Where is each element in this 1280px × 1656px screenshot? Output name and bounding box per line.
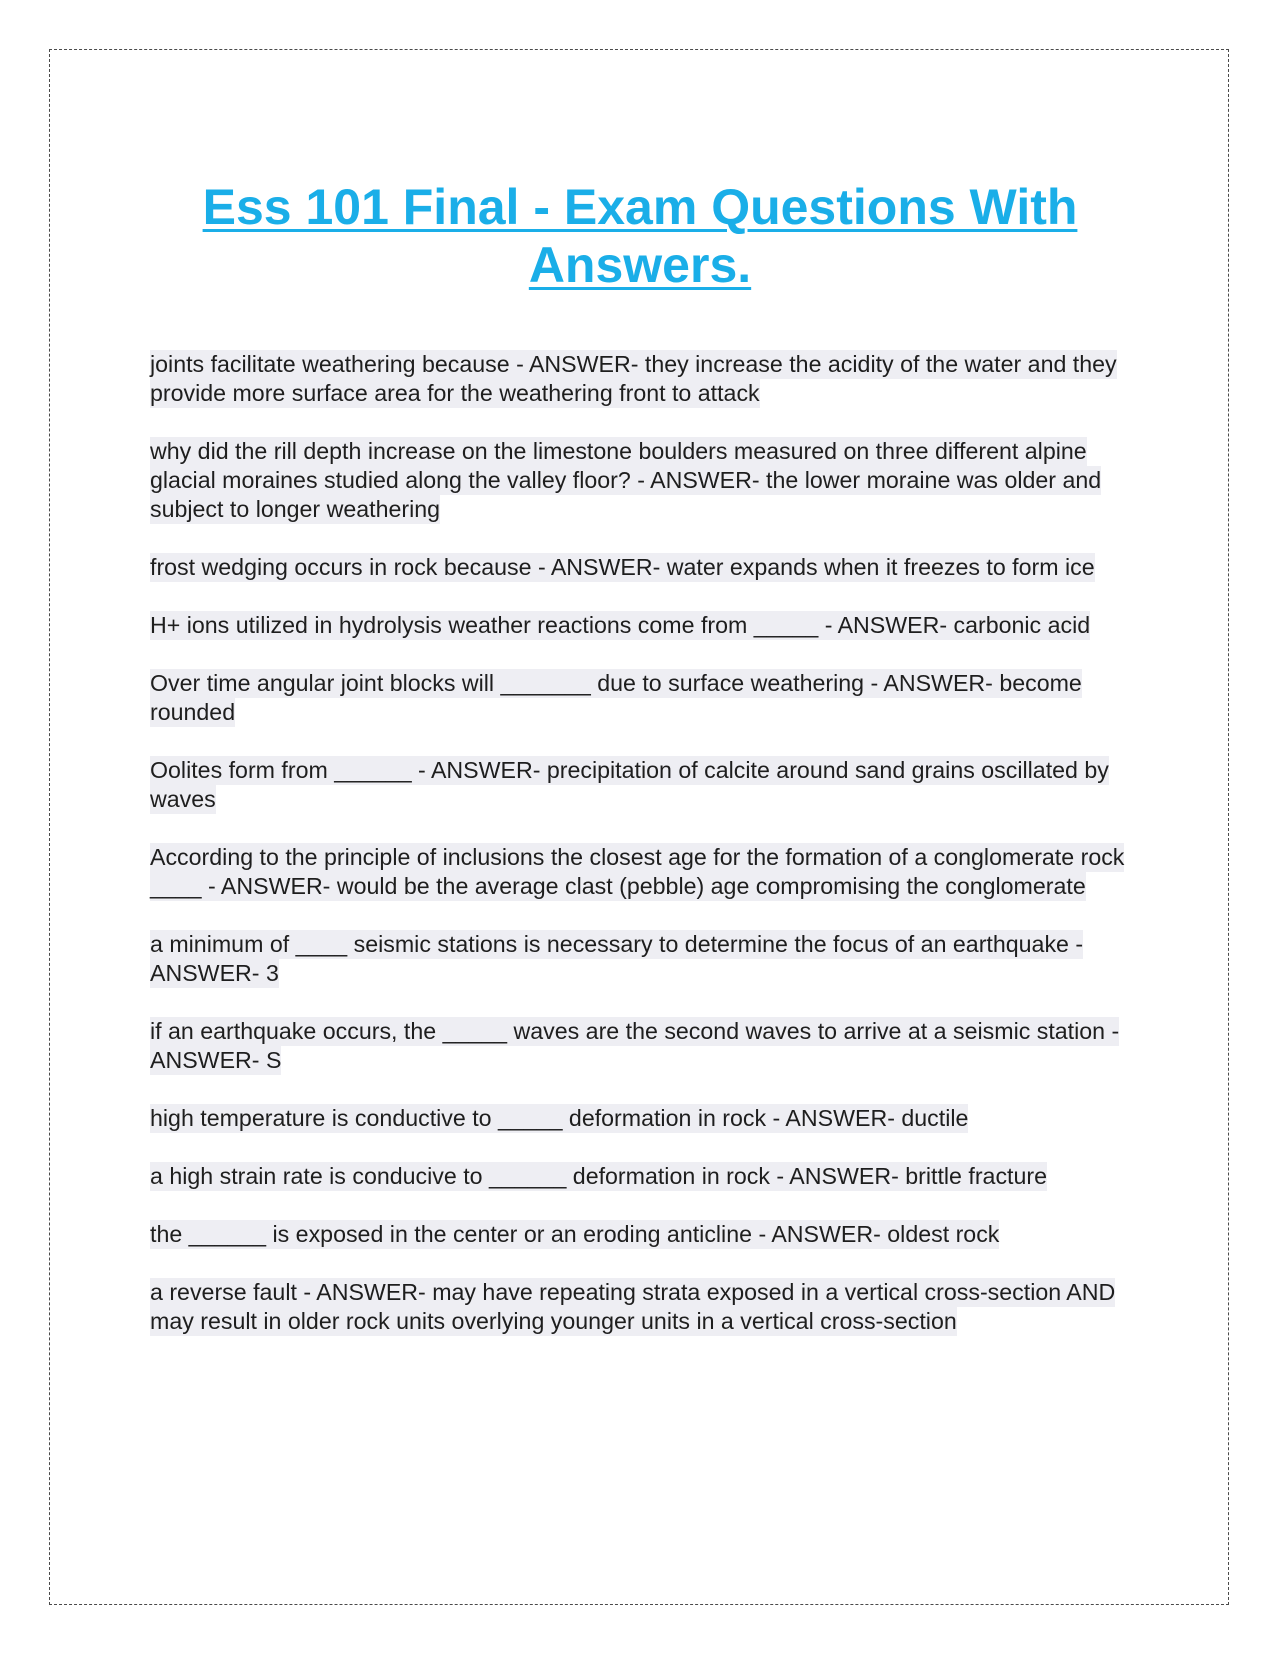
qa-item — [150, 1278, 1130, 1336]
qa-item — [150, 553, 1130, 582]
qa-text: the ______ is exposed in the center or an eroding anticline - ANSWER- oldest rock — [150, 1221, 1000, 1247]
qa-item — [150, 930, 1130, 988]
qa-text: a reverse fault - ANSWER- may have repeating strata exposed in a vertical cross-section AND may result in older rock units overlying younger units in a vertical cross-section — [150, 1279, 1116, 1334]
qa-text: joints facilitate weathering because - ANSWER- they increase the acidity of the water and they provide more surface area for the weathering front to attack — [150, 351, 1117, 406]
qa-item — [150, 1104, 1130, 1133]
qa-item — [150, 350, 1130, 408]
qa-item — [150, 1162, 1130, 1191]
qa-text: Oolites form from ______ - ANSWER- precipitation of calcite around sand grains oscillated by waves — [150, 757, 1109, 812]
qa-item — [150, 1220, 1130, 1249]
qa-text: frost wedging occurs in rock because - ANSWER- water expands when it freezes to form ice — [150, 554, 1095, 580]
qa-item — [150, 669, 1130, 727]
qa-text: Over time angular joint blocks will _______ due to surface weathering - ANSWER- become rounded — [150, 670, 1082, 725]
qa-text: why did the rill depth increase on the limestone boulders measured on three different alpine glacial moraines studied along the valley floor? - ANSWER- the lower moraine was older and subject to longer weathering — [150, 438, 1102, 522]
qa-text: a minimum of ____ seismic stations is necessary to determine the focus of an earthquake - ANSWER- 3 — [150, 931, 1084, 986]
qa-item — [150, 843, 1130, 901]
qa-text: high temperature is conductive to _____ deformation in rock - ANSWER- ductile — [150, 1105, 969, 1131]
qa-item — [150, 611, 1130, 640]
qa-item — [150, 756, 1130, 814]
qa-item — [150, 437, 1130, 524]
document-title: Ess 101 Final - Exam Questions With Answers. — [202, 179, 1078, 293]
qa-text: H+ ions utilized in hydrolysis weather reactions come from _____ - ANSWER- carbonic acid — [150, 612, 1091, 638]
qa-text: According to the principle of inclusions the closest age for the formation of a conglomerate rock ____ - ANSWER- would be the average clast (pebble) age compromising the conglomerate — [150, 844, 1125, 899]
qa-text: if an earthquake occurs, the _____ waves are the second waves to arrive at a seismic station - ANSWER- S — [150, 1018, 1120, 1073]
qa-text: a high strain rate is conducive to ______ deformation in rock - ANSWER- brittle fracture — [150, 1163, 1047, 1189]
qa-item — [150, 1017, 1130, 1075]
qa-list — [150, 350, 1130, 1365]
